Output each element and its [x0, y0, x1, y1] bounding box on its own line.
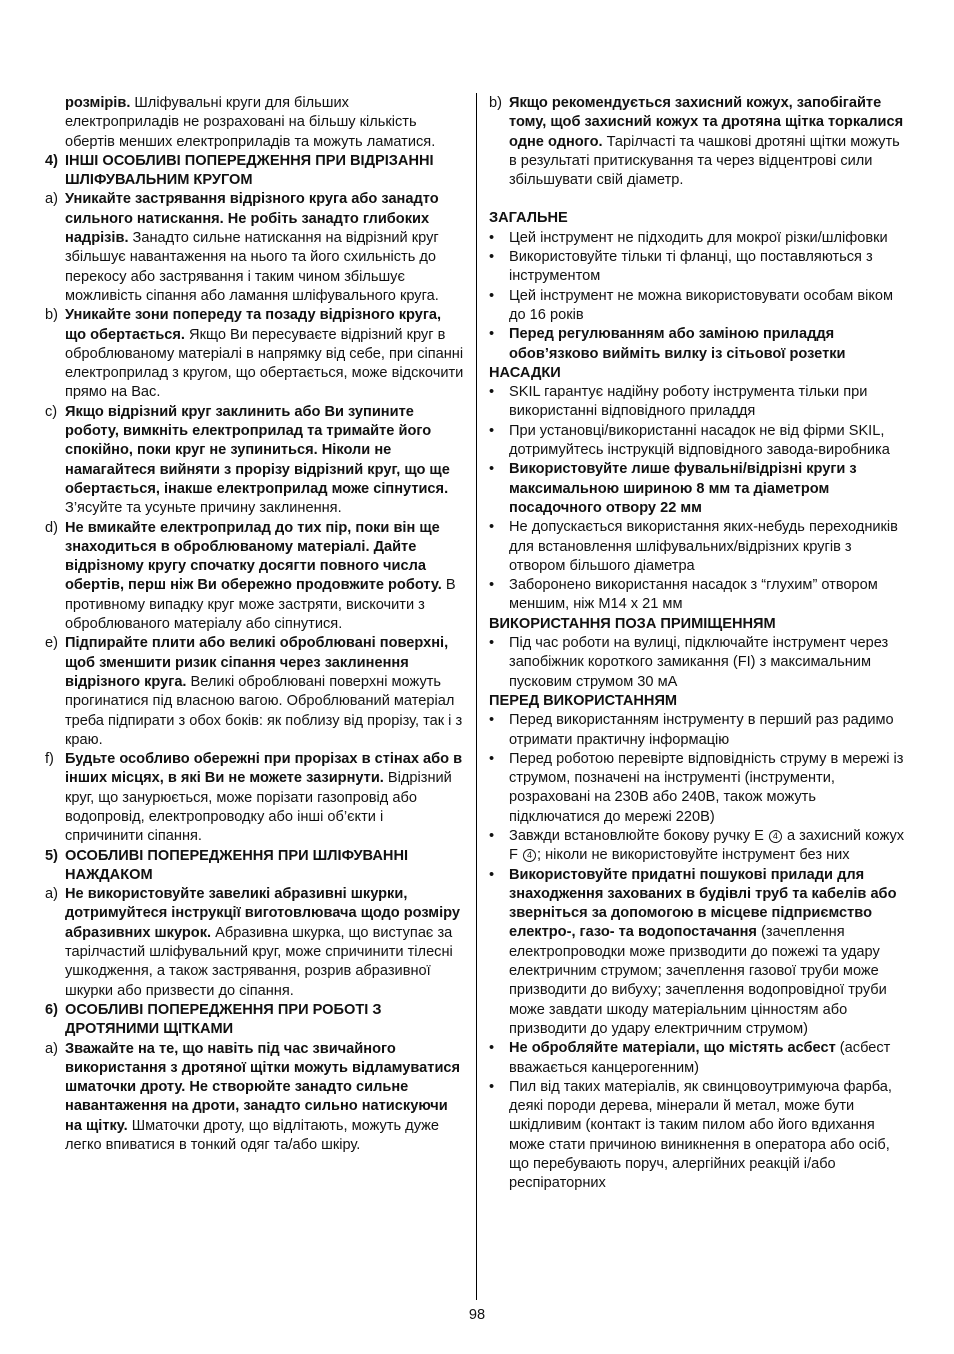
- bullet-icon: •: [489, 1040, 495, 1057]
- intro-text: Шліфувальні круги для більших електроприладів не розраховані на більшу кількість обертів менших електроприладів та можуть ламатися.: [65, 95, 436, 150]
- item-text: Тарілчасті та чашкові дротяні щітки можуть в результаті притискування та через відцентрові сили збільшувати свій діаметр.: [509, 133, 900, 189]
- item-bold: Уникайте зони попереду та позаду відрізного круга, що обертається.: [65, 307, 442, 343]
- section-5-heading: [45, 847, 465, 886]
- item-marker: d): [45, 519, 58, 536]
- before-use-bullet-3: [489, 827, 909, 866]
- sec4-item-e: [45, 634, 465, 750]
- bullet-icon: •: [489, 422, 495, 439]
- attachments-bullet-2: [489, 422, 909, 461]
- before-use-bullet-4: [489, 866, 909, 1040]
- item-text: Відрізний круг, що занурюється, може порізати газопровід або водопровід, електропроводку або інші об’єкти і спричинити сіпання.: [65, 770, 452, 845]
- section-4-heading: [45, 152, 465, 191]
- section-6-marker: 6): [45, 1001, 58, 1018]
- item-text: Шматочки дроту, що відлітають, можуть дуже легко впиватися в тонкий одяг та/або шкіру.: [65, 1117, 440, 1154]
- bullet-text: Перед використанням інструменту в перший раз радимо отримати практичну інформацію: [509, 712, 894, 748]
- general-bullet-4: [489, 325, 909, 364]
- item-bold: Підпирайте плити або великі оброблювані поверхні, щоб зменшити ризик сіпання через заклинення відрізного круга.: [65, 635, 449, 690]
- before-use-bullet-5: [489, 1039, 909, 1078]
- item-bold: Якщо рекомендується захисний кожух, запобігайте тому, щоб захисний кожух та дротяна щітка торкалися одне одного.: [509, 95, 904, 150]
- bullet-bold: Використовуйте придатні пошукові прилади для знаходження захованих в будівлі труб та кабелів або зверніться за допомогою в місцеве підприємство електро-, газо- та водопостачання: [509, 866, 897, 941]
- item-bold: Не використовуйте завеликі абразивні шкурки, дотримуйтеся інструкції виготовлювача щодо розміру абразивних шкурок.: [65, 886, 460, 941]
- bullet-bold: Перед регулюванням або заміною приладдя обов’язково вийміть вилку із сітьової розетки: [509, 326, 846, 362]
- bullet-icon: •: [489, 1078, 495, 1095]
- section-5-title: ОСОБЛИВІ ПОПЕРЕДЖЕННЯ ПРИ ШЛІФУВАННІ НАЖДАКОМ: [65, 847, 409, 883]
- item-bold: Якщо відрізний круг заклинить або Ви зупините роботу, вимкніть електроприлад та тримайте його спокійно, поки круг не зупиниться. Ніколи не намагайтеся вийняти з прорізу відрізний круг, що ще обертається, інакше електроприлад може сіпнутися.: [65, 403, 450, 497]
- section-6-title: ОСОБЛИВІ ПОПЕРЕДЖЕННЯ ПРИ РОБОТІ З ДРОТЯНИМИ ЩІТКАМИ: [65, 1001, 382, 1038]
- general-bullet-2: [489, 248, 909, 287]
- section-6-heading: [45, 1001, 465, 1040]
- outdoor-heading: ВИКОРИСТАННЯ ПОЗА ПРИМІЩЕННЯМ: [489, 615, 776, 632]
- bullet-text: Заборонено використання насадок з “глухим” отвором меншим, ніж M14 x 21 мм: [509, 577, 878, 613]
- bullet-icon: •: [489, 229, 495, 246]
- item-text: Великі оброблювані поверхні можуть прогинатися під власною вагою. Оброблюваний матеріал треба підпирати з обох боків: як поблизу від прорізу, так і з краю.: [65, 673, 463, 748]
- sec4-item-d: [45, 519, 465, 635]
- intro-bold: розмірів.: [65, 95, 131, 111]
- bullet-icon: •: [489, 461, 495, 478]
- bullet-text: (асбест вважається канцерогенним): [509, 1040, 891, 1076]
- left-column: [45, 94, 465, 1155]
- bullet-icon: •: [489, 866, 495, 883]
- section-4-marker: 4): [45, 152, 58, 169]
- bullet-icon: •: [489, 249, 495, 266]
- bullet-text: Перед роботою перевірте відповідність струму в мережі із струмом, позначені на інструменті (інструменти, розраховані на 230В або 240В, також можуть підключатися до мережі 220В): [509, 750, 904, 825]
- item-marker: a): [45, 886, 58, 903]
- attachments-bullet-1: [489, 383, 909, 422]
- sec4-item-a: [45, 190, 465, 306]
- item-marker: b): [489, 95, 502, 111]
- figure-4-circle-icon: 4: [523, 849, 536, 862]
- item-text: Абразивна шкурка, що виступає за тарілчастий шліфувальний круг, може спричинити тілесні ушкодження, а також застрявання, розрив абразивної шкурки або призвести до сіпання.: [65, 924, 453, 999]
- outdoor-bullet-1: [489, 634, 909, 692]
- bullet-text: Цей інструмент не підходить для мокрої різки/шліфовки: [509, 229, 888, 246]
- attachments-heading: НАСАДКИ: [489, 364, 561, 381]
- bullet-bold: Не обробляйте матеріали, що містять асбест: [509, 1040, 836, 1057]
- item-marker: b): [45, 307, 58, 324]
- attachments-bullet-3: [489, 460, 909, 518]
- before-use-bullet-2: [489, 750, 909, 827]
- before-use-heading: ПЕРЕД ВИКОРИСТАННЯМ: [489, 692, 678, 709]
- general-bullet-3: [489, 287, 909, 326]
- bullet-icon: •: [489, 519, 495, 536]
- sec5-item-a: [45, 885, 465, 1001]
- bullet-text: Цей інструмент не можна використовувати особам віком до 16 років: [509, 287, 894, 323]
- before-use-bullet-1: [489, 711, 909, 750]
- item-bold: Будьте особливо обережні при прорізах в стінах або в інших місцях, в які Ви не можете зазирнути.: [65, 751, 463, 787]
- bullet-bold: Використовуйте лише фувальні/відрізні круги з максимальною шириною 8 мм та діаметром посадочного отвору 22 мм: [509, 461, 857, 516]
- intro-paragraph: [45, 94, 465, 152]
- before-use-bullet-6: [489, 1078, 909, 1194]
- sec4-item-f: [45, 750, 465, 846]
- attachments-bullet-4: [489, 518, 909, 576]
- item-marker: c): [45, 403, 58, 420]
- item-text: В противному випадку круг може застряти, вискочити з оброблюваного матеріалу або сіпнутися.: [65, 577, 456, 633]
- item-marker: f): [45, 751, 54, 768]
- bullet-text: (зачеплення електропроводки може призводити до пожежі та удару електричним струмом; зачеплення газової труби може призводити до вибуху; зачеплення водопровідної труби може завдати шкоду матеріальним цінностям або призводити до удару електричним струмом): [509, 924, 887, 1037]
- item-text: Занадто сильне натискання на відрізний круг збільшує навантаження на нього та його схильність до перекосу або застрявання і таким чином збільшує можливість сіпання або ламання шліфувального круга.: [65, 230, 439, 304]
- item-bold: Зважайте на те, що навіть під час звичайного використання з дротяної щітки можуть відламуватися шматочки дроту. Не створюйте занадто сильне навантаження на дроти, занадто сильно натискуючи на щітку.: [65, 1040, 461, 1134]
- general-bullet-1: [489, 229, 909, 248]
- bullet-text: Завжди встановлюйте бокову ручку E: [509, 827, 768, 844]
- page-number: 98: [468, 1307, 486, 1323]
- sec6-item-b: [489, 94, 909, 190]
- bullet-icon: •: [489, 326, 495, 343]
- bullet-icon: •: [489, 384, 495, 401]
- sec4-item-b: [45, 306, 465, 402]
- bullet-icon: •: [489, 827, 495, 844]
- bullet-text: Під час роботи на вулиці, підключайте інструмент через запобіжник короткого замикання (FI) з максимальним пусковим струмом 30 мА: [509, 635, 889, 690]
- figure-4-circle-icon: 4: [769, 830, 782, 843]
- bullet-icon: •: [489, 287, 495, 304]
- item-text: З’ясуйте та усуньте причину заклинення.: [65, 500, 342, 517]
- item-marker: e): [45, 635, 58, 652]
- bullet-icon: •: [489, 635, 495, 652]
- section-4-title: ІНШІ ОСОБЛИВІ ПОПЕРЕДЖЕННЯ ПРИ ВІДРІЗАННІ ШЛІФУВАЛЬНИМ КРУГОМ: [65, 152, 434, 189]
- column-divider: [476, 93, 477, 1300]
- bullet-text: ; ніколи не використовуйте інструмент без них: [536, 847, 850, 864]
- bullet-text: При установці/використанні насадок не від фірми SKIL, дотримуйтесь інструкцій відповідного завода-виробника: [509, 422, 890, 459]
- bullet-icon: •: [489, 577, 495, 594]
- bullet-text: Використовуйте тільки ті фланці, що поставляються з інструментом: [509, 249, 873, 285]
- general-heading: ЗАГАЛЬНЕ: [489, 210, 568, 227]
- item-marker: a): [45, 1040, 58, 1057]
- section-5-marker: 5): [45, 847, 58, 864]
- item-bold: Не вмикайте електроприлад до тих пір, поки він ще знаходиться в оброблюваному матеріалі. Дайте відрізному кругу спочатку досягти повного числа обертів, перш ніж Ви обережно продовжите роботу.: [65, 519, 442, 594]
- sec4-item-c: [45, 403, 465, 519]
- bullet-text: а захисний кожух F: [509, 827, 905, 864]
- bullet-icon: •: [489, 750, 495, 767]
- bullet-text: Пил від таких матеріалів, як свинцовоутримуюча фарба, деякі породи дерева, мінерали й метал, може бути шкідливим (контакт із таким пилом або його вдихання може стати причиною виникнення в оператора або осіб, що перебувають поруч, алергійних реакцій і/або респіраторних: [509, 1078, 892, 1192]
- bullet-text: SKIL гарантує надійну роботу інструмента тільки при використанні відповідного приладдя: [509, 384, 868, 420]
- sec6-item-a: [45, 1040, 465, 1156]
- item-bold: Уникайте застрявання відрізного круга або занадто сильного натискання. Не робіть занадто глибоких надрізів.: [65, 191, 439, 247]
- right-column: [489, 94, 909, 1194]
- item-marker: a): [45, 191, 58, 208]
- item-text: Якщо Ви пересуваєте відрізний круг в оброблюваному матеріалі в напрямку від себе, при сіпанні електроприлад з кругом, що обертається, може відскочити прямо на Вас.: [65, 326, 464, 401]
- bullet-icon: •: [489, 712, 495, 729]
- attachments-bullet-5: [489, 576, 909, 615]
- bullet-text: Не допускається використання яких-небудь переходників для встановлення шліфувальних/відрізних кругів з отвором більшого діаметра: [509, 519, 898, 574]
